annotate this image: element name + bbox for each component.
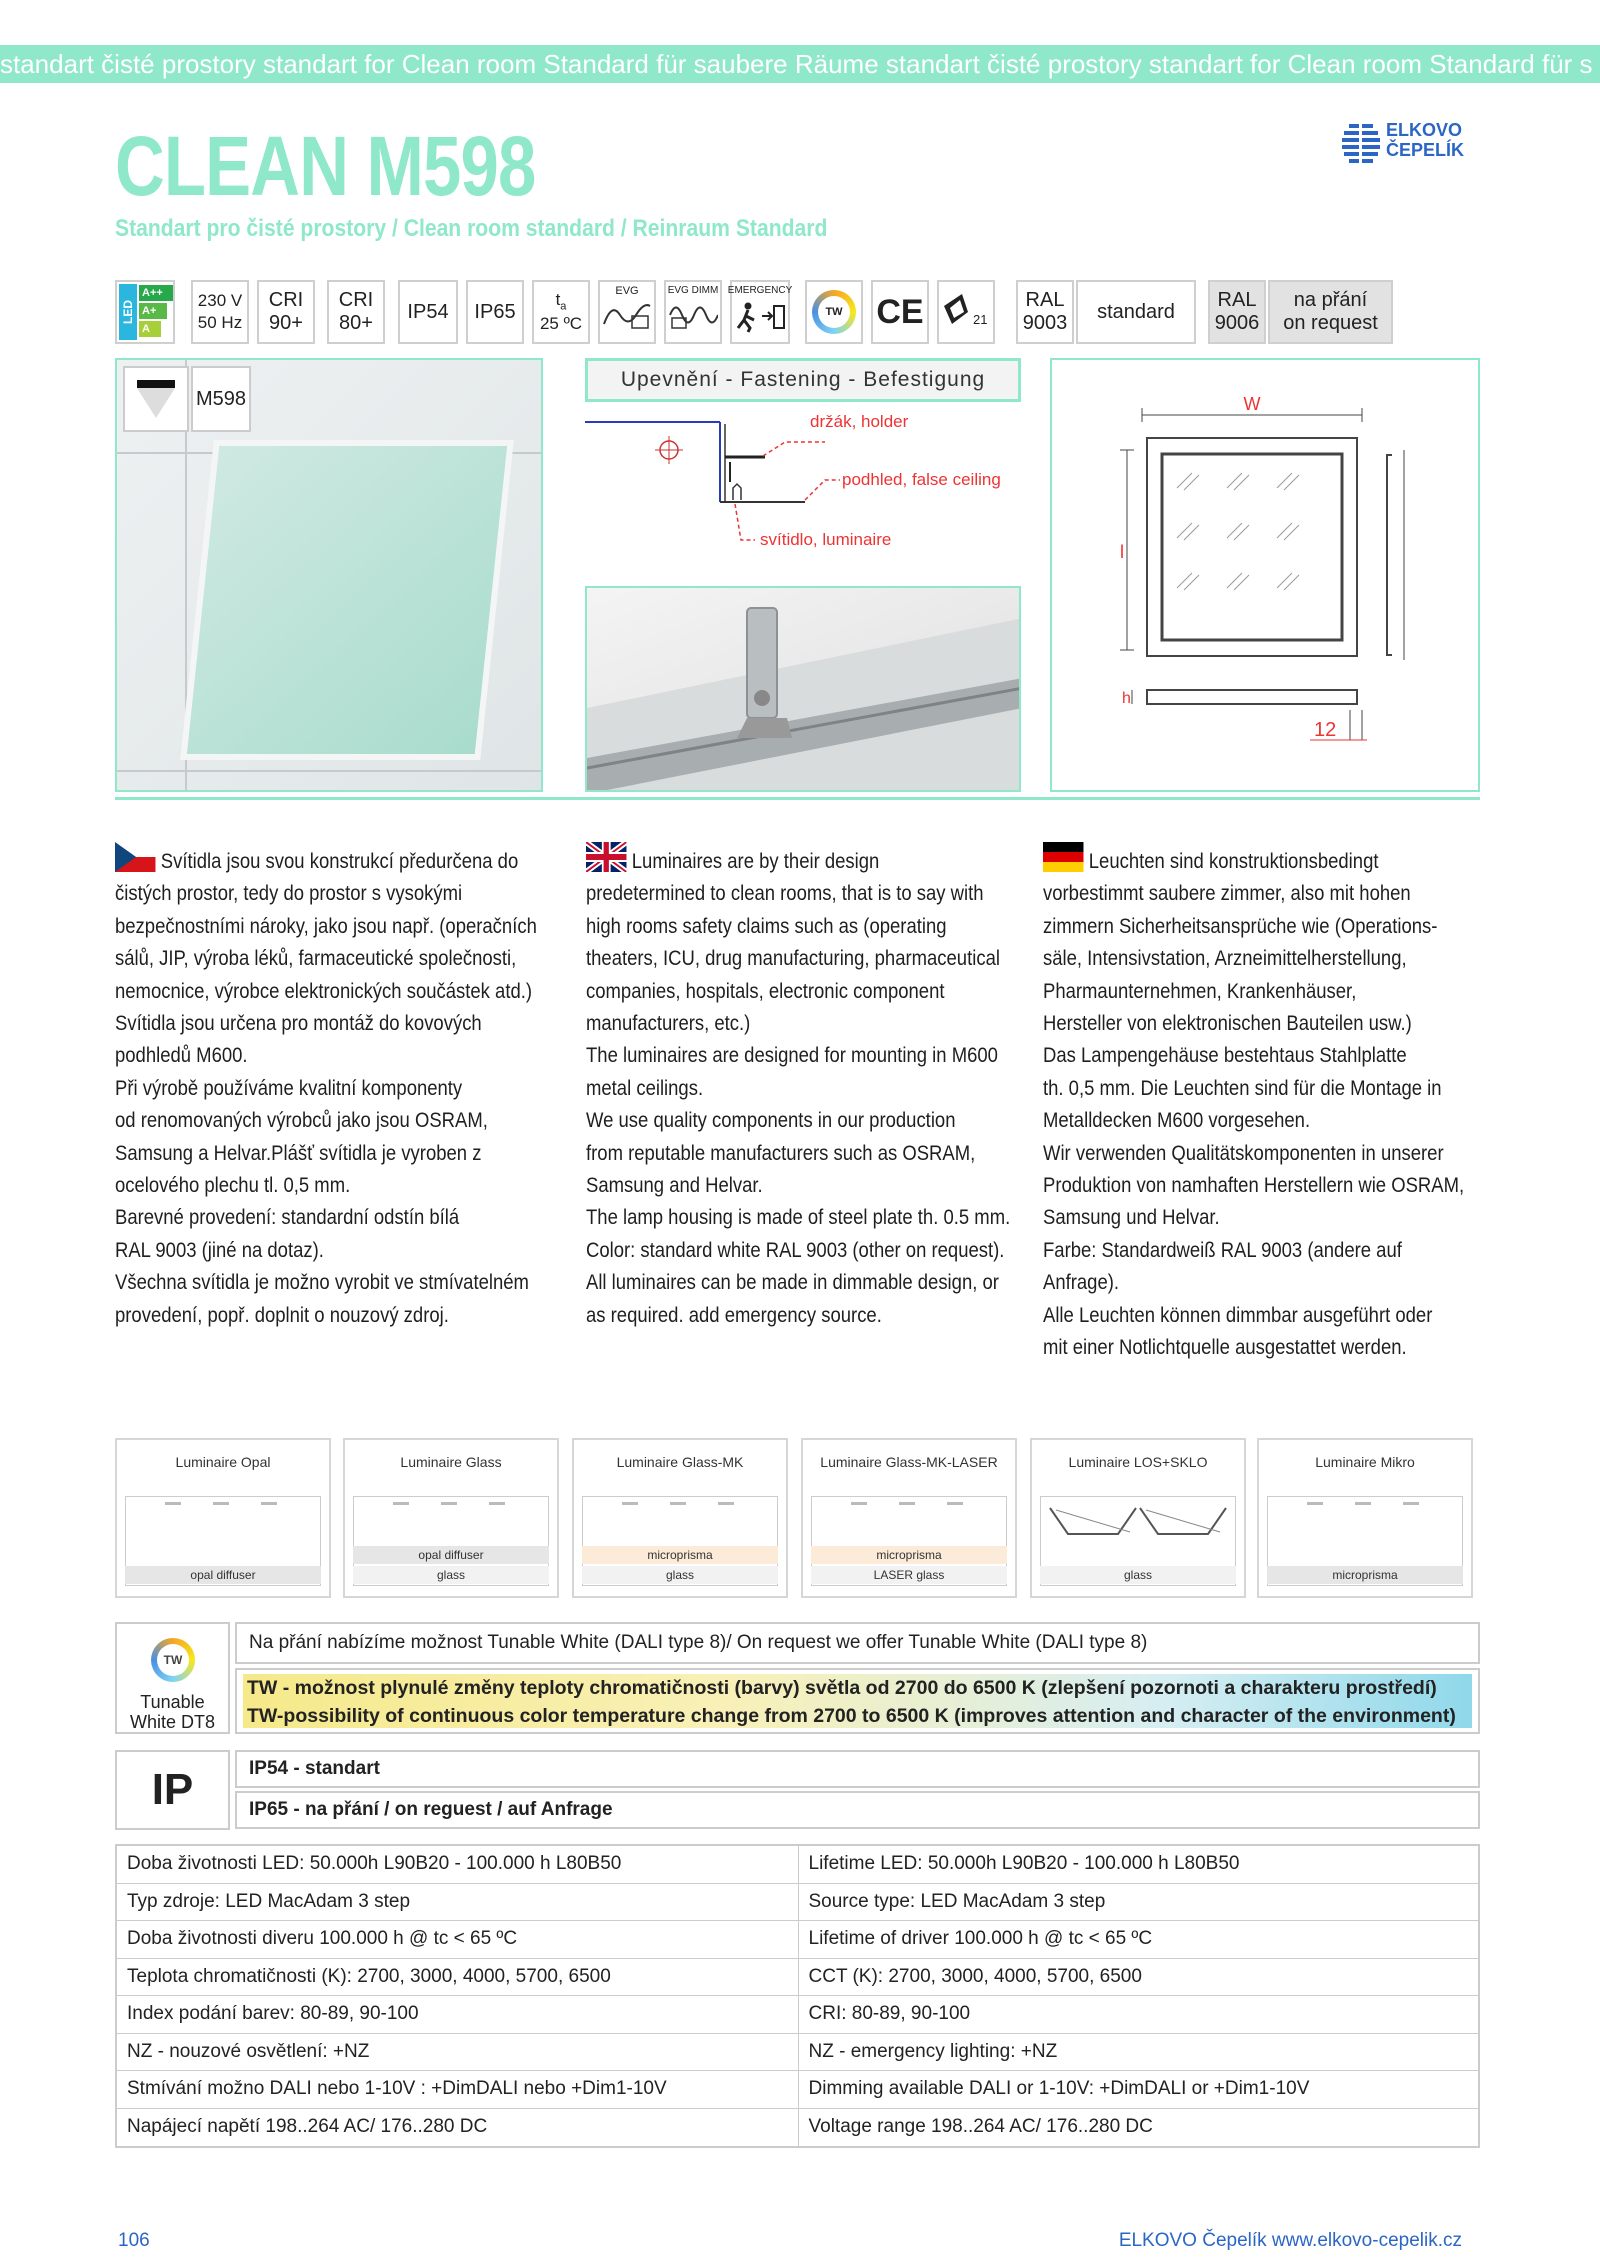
de-text-line: Produktion von namhaften Herstellern wie OSRAM, [1043, 1174, 1465, 1198]
uk-flag-icon [586, 842, 626, 872]
de-text-line: Das Lampengehäuse bestehtaus Stahlplatte [1043, 1044, 1407, 1068]
logo-line1: ELKOVO [1386, 120, 1463, 140]
de-text-line: mit einer Notlichtquelle ausgestattet werden. [1043, 1336, 1407, 1360]
en-text-line: metal ceilings. [586, 1076, 704, 1100]
variant-card [343, 1438, 559, 1598]
cri-90-badge: CRI 90+ [257, 280, 315, 344]
cz-text-line: sálů, JIP, výroba léků, farmaceutické společnosti, [115, 947, 517, 971]
spec-cell-en: Dimming available DALI or 1-10V: +DimDALI or +Dim1-10V [798, 2071, 1479, 2108]
spec-row [117, 1884, 1478, 1922]
variant-card [1030, 1438, 1246, 1598]
svg-text:držák, holder: držák, holder [810, 412, 909, 431]
en-text-line: All luminaires can be made in dimmable design, or [586, 1271, 999, 1295]
de-text-line: zimmern Sicherheitsansprüche wie (Operations- [1043, 914, 1438, 938]
variant-layer1: microprisma [582, 1546, 778, 1564]
fastening-diagram [585, 358, 1021, 574]
cz-text-line: bezpečnostními nároky, jako jsou např. (operačních [115, 914, 537, 938]
en-text-line: from reputable manufacturers such as OSRAM, [586, 1141, 976, 1165]
cri-80-badge: CRI 80+ [327, 280, 385, 344]
variant-title: Luminaire LOS+SKLO [1068, 1454, 1208, 1470]
tw-offer-text: Na přání nabízíme možnost Tunable White (DALI type 8)/ On request we offer Tunable White (DALI type 8) [235, 1622, 1480, 1664]
variant-layer1: opal diffuser [353, 1546, 549, 1564]
tw-description-en: TW-possibility of continuous color temperature change from 2700 to 6500 K (improves attention and character of the environment) [247, 1705, 1456, 1727]
standard-badge: standard [1076, 280, 1196, 344]
cz-text-line: Při výrobě používáme kvalitní komponenty [115, 1076, 463, 1100]
spec-cell-cz: Teplota chromatičnosti (K): 2700, 3000, 4000, 5700, 6500 [127, 1965, 611, 1987]
de-text-line: vorbestimmt saubere zimmer, also mit hohen [1043, 882, 1411, 906]
svg-text:21: 21 [973, 312, 988, 327]
elkovo-logo[interactable] [1342, 120, 1482, 164]
en-text-line: The lamp housing is made of steel plate th. 0.5 mm. [586, 1206, 1011, 1230]
spec-cell-en: Lifetime of driver 100.000 h @ tc < 65 ºC [798, 1921, 1479, 1958]
spec-row [117, 1996, 1478, 2034]
en-text-line: as required. add emergency source. [586, 1303, 882, 1327]
ambient-temp-badge: $t_a$ 25 ºC [532, 280, 590, 344]
ip54-badge: IP54 [398, 280, 458, 344]
logo-line2: ČEPELÍK [1386, 140, 1465, 160]
variant-layer2: opal diffuser [125, 1566, 321, 1584]
on-request-badge: na přání on request [1268, 280, 1393, 344]
spec-row [117, 1921, 1478, 1959]
en-text-line: companies, hospitals, electronic component [586, 979, 945, 1003]
logo-mark-icon [1342, 122, 1380, 160]
de-text-line: Pharmaunternehmen, Krankenhäuser, [1043, 979, 1357, 1003]
english-description [586, 842, 1016, 1332]
spec-cell-en: Lifetime LED: 50.000h L90B20 - 100.000 h L80B50 [798, 1846, 1479, 1883]
de-text-line: Samsung und Helvar. [1043, 1206, 1220, 1230]
de-text-line: Anfrage). [1043, 1271, 1120, 1295]
de-text-line: Alle Leuchten können dimmbar ausgeführt oder [1043, 1303, 1433, 1327]
evg-dimm-waveform-icon [668, 298, 718, 332]
spec-cell-cz: Doba životnosti diveru 100.000 h @ tc < 65 ºC [127, 1928, 518, 1949]
spec-cell-en: CRI: 80-89, 90-100 [798, 1996, 1479, 2033]
variant-title: Luminaire Glass-MK [616, 1454, 744, 1470]
cz-text-line: Svítidla jsou určena pro montáž do kovových [115, 1012, 482, 1036]
spec-cell-cz: Typ zdroje: LED MacAdam 3 step [127, 1890, 411, 1912]
spec-row [117, 2071, 1478, 2109]
spec-row [117, 2109, 1478, 2147]
spec-cell-cz: Doba životnosti LED: 50.000h L90B20 - 100.000 h L80B50 [127, 1853, 622, 1874]
evg-dimm-badge: EVG DIMM [664, 280, 722, 344]
fastening-photo [585, 586, 1021, 792]
cz-text-line: podhledů M600. [115, 1044, 248, 1068]
luminaire-photo [115, 358, 543, 792]
led-points-icon [1289, 1502, 1439, 1506]
en-text-line: theaters, ICU, drug manufacturing, pharmaceutical [586, 947, 1000, 971]
variant-layer2: glass [353, 1566, 549, 1584]
czech-flag-icon [115, 842, 155, 872]
spec-cell-cz: Stmívání možno DALI nebo 1-10V : +DimDALI nebo +Dim1-10V [127, 2078, 667, 2099]
led-points-icon [604, 1502, 754, 1506]
en-text-line: Luminaires are by their design [586, 842, 1017, 878]
cz-text-line: RAL 9003 (jiné na dotaz). [115, 1238, 324, 1262]
evg-badge: EVG [598, 280, 656, 344]
en-text-line: high rooms safety claims such as (operating [586, 914, 947, 938]
spec-row [117, 1959, 1478, 1997]
page-number: 106 [118, 2230, 150, 2251]
variant-card [1257, 1438, 1473, 1598]
svg-text:W: W [1243, 394, 1261, 414]
svg-text:12: 12 [1314, 719, 1337, 741]
fastening-drawing [585, 402, 1021, 574]
czech-description [115, 842, 545, 1332]
tw-label-line1: Tunable [140, 1692, 205, 1712]
german-flag-icon [1043, 842, 1083, 872]
ce-mark-icon: CE [871, 280, 929, 344]
header-banner [0, 45, 1600, 83]
led-points-icon [147, 1502, 297, 1506]
tw-description-cz: TW - možnost plynulé změny teploty chromatičnosti (barvy) světla od 2700 do 6500 K (zlepšení pozornoti a charakteru prostředí) [247, 1677, 1437, 1699]
energy-class-app: A++ [139, 285, 173, 301]
model-label: M598 [191, 366, 251, 432]
enec-badge [937, 280, 995, 344]
de-text-line: säle, Intensivstation, Arzneimittelherstellung, [1043, 947, 1407, 971]
page-subtitle: Standart pro čisté prostory / Clean room standard / Reinraum Standard [115, 215, 828, 242]
variant-title: Luminaire Mikro [1315, 1454, 1415, 1470]
tunable-white-badge [805, 280, 863, 344]
variant-card [801, 1438, 1017, 1598]
ral-9003-badge: RAL 9003 [1016, 280, 1074, 344]
tunable-white-box [115, 1622, 230, 1734]
emergency-badge: EMERGENCY [730, 280, 790, 344]
variant-card [572, 1438, 788, 1598]
spec-cell-en: CCT (K): 2700, 3000, 4000, 5700, 6500 [798, 1959, 1479, 1996]
en-text-line: We use quality components in our production [586, 1109, 956, 1133]
ip65-row: IP65 - na přání / on reguest / auf Anfrage [235, 1791, 1480, 1829]
luminaire-panel [180, 440, 514, 760]
variant-layer2: glass [1040, 1566, 1236, 1584]
cz-text-line: Všechna svítidla je možno vyrobit ve stmívatelném [115, 1271, 529, 1295]
spec-cell-cz: NZ - nouzové osvětlení: +NZ [127, 2040, 370, 2062]
ral-9006-badge: RAL 9006 [1208, 280, 1266, 344]
footer-website-link[interactable]: ELKOVO Čepelík www.elkovo-cepelik.cz [1118, 2230, 1462, 2251]
luminaire-type-icon [123, 366, 189, 432]
de-text-line: Leuchten sind konstruktionsbedingt [1043, 842, 1474, 878]
section-divider [115, 797, 1480, 800]
de-text-line: Metalldecken M600 vorgesehen. [1043, 1109, 1311, 1133]
spec-cell-en: NZ - emergency lighting: +NZ [798, 2034, 1479, 2071]
de-text-line: th. 0,5 mm. Die Leuchten sind für die Montage in [1043, 1076, 1442, 1100]
variant-layer2: glass [582, 1566, 778, 1584]
dimension-drawing [1050, 358, 1480, 792]
spec-row [117, 1846, 1478, 1884]
svg-text:l: l [1120, 542, 1124, 562]
spec-cell-en: Voltage range 198..264 AC/ 176..280 DC [798, 2109, 1479, 2147]
tw-color-wheel-icon: TW [812, 290, 856, 334]
fastening-title: Upevnění - Fastening - Befestigung [585, 358, 1021, 402]
cz-text-line: Samsung a Helvar.Plášť svítidla je vyroben z [115, 1141, 482, 1165]
cz-text-line: provedení, popř. doplnit o nouzový zdroj. [115, 1303, 449, 1327]
spec-row [117, 2034, 1478, 2072]
tw-color-wheel-icon: TW [151, 1638, 195, 1682]
en-text-line: Color: standard white RAL 9003 (other on request). [586, 1238, 1005, 1262]
cz-text-line: čistých prostor, tedy do prostor s vysokými [115, 882, 463, 906]
de-text-line: Farbe: Standardweiß RAL 9003 (andere auf [1043, 1238, 1402, 1262]
banner-text: standart čisté prostory standart for Clean room Standard für saubere Räume standart čisté prostory standart for Clean room Standard für s [0, 49, 1593, 79]
enec-mark-icon [940, 290, 992, 334]
variant-layer2: microprisma [1267, 1566, 1463, 1584]
en-text-line: predetermined to clean rooms, that is to say with [586, 882, 984, 906]
ip65-badge: IP65 [466, 280, 524, 344]
energy-class-badge [115, 280, 175, 344]
de-text-line: Wir verwenden Qualitätskomponenten in unserer [1043, 1141, 1444, 1165]
de-text-line: Hersteller von elektronischen Bauteilen usw.) [1043, 1012, 1412, 1036]
cz-text-line: Barevné provedení: standardní odstín bílá [115, 1206, 460, 1230]
cz-text-line: od renomovaných výrobců jako jsou OSRAM, [115, 1109, 488, 1133]
svg-text:h: h [1122, 690, 1131, 707]
en-text-line: manufacturers, etc.) [586, 1012, 751, 1036]
led-points-icon [375, 1502, 525, 1506]
page-title: CLEAN M598 [115, 119, 536, 213]
spec-badges [115, 280, 1515, 344]
variant-layer1: microprisma [811, 1546, 1007, 1564]
variant-title: Luminaire Glass-MK-LASER [820, 1454, 998, 1470]
cz-text-line: ocelového plechu tl. 0,5 mm. [115, 1174, 351, 1198]
tw-label-line2: White DT8 [129, 1712, 216, 1732]
spec-cell-cz: Napájecí napětí 198..264 AC/ 176..280 DC [127, 2115, 488, 2137]
led-points-icon [833, 1502, 983, 1506]
luminaire-variants [115, 1438, 1473, 1598]
voltage-badge: 230 V 50 Hz [191, 280, 249, 344]
svg-text:svítidlo, luminaire: svítidlo, luminaire [760, 530, 892, 549]
cz-text-line: nemocnice, výrobce elektronických součástek atd.) [115, 979, 533, 1003]
en-text-line: Samsung and Helvar. [586, 1174, 763, 1198]
svg-text:podhled, false ceiling: podhled, false ceiling [842, 470, 1001, 489]
emergency-exit-icon [734, 298, 786, 334]
spec-cell-cz: Index podání barev: 80-89, 90-100 [127, 2003, 419, 2024]
ip54-row: IP54 - standart [235, 1750, 1480, 1788]
variant-card [115, 1438, 331, 1598]
en-text-line: The luminaires are designed for mounting in M600 [586, 1044, 998, 1068]
cz-text-line: Svítidla jsou svou konstrukcí předurčena do [115, 842, 546, 878]
tw-description [235, 1668, 1480, 1734]
variant-title: Luminaire Glass [400, 1454, 502, 1470]
energy-class-ap: A+ [139, 303, 167, 319]
los-diffuser-icon [1048, 1504, 1228, 1544]
variant-layer2: LASER glass [811, 1566, 1007, 1584]
energy-class-a: A [139, 321, 161, 337]
german-description [1043, 842, 1473, 1365]
spec-table [115, 1844, 1480, 2148]
variant-title: Luminaire Opal [175, 1454, 271, 1470]
ip-label: IP [115, 1750, 230, 1830]
led-label: LED [119, 284, 137, 340]
spec-cell-en: Source type: LED MacAdam 3 step [798, 1884, 1479, 1921]
evg-waveform-icon [602, 298, 652, 332]
